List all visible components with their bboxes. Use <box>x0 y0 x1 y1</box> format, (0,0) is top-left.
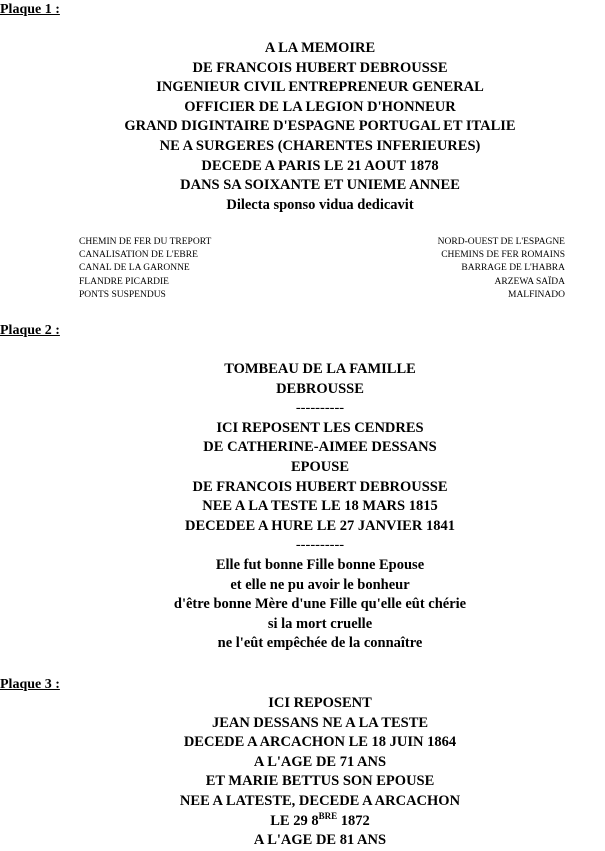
work-item: FLANDRE PICARDIE <box>79 276 169 287</box>
inscription-line: DE FRANCOIS HUBERT DEBROUSSE <box>192 478 448 495</box>
work-item: ARZEWA SAÏDA <box>494 276 565 287</box>
work-item: NORD-OUEST DE L'ESPAGNE <box>437 237 565 247</box>
works-list-left <box>79 236 211 302</box>
inscription-line: DECEDEE A HURE LE 27 JANVIER 1841 <box>185 517 455 534</box>
plaque-1-inscription <box>0 39 605 215</box>
inscription-line: A L'AGE DE 81 ANS <box>253 832 387 849</box>
plaque-2-inscription <box>0 360 605 654</box>
work-item: CANALISATION DE L'EBRE <box>79 250 198 261</box>
inscription-line: d'être bonne Mère d'une Fille qu'elle eût chérie <box>173 596 467 613</box>
inscription-line: ET MARIE BETTUS SON EPOUSE <box>205 773 435 790</box>
date-suffix: 1872 <box>337 812 370 829</box>
plaque-1-heading: Plaque 1 : <box>0 2 60 17</box>
date-prefix: LE 29 8 <box>270 812 319 829</box>
inscription-line: A L'AGE DE 71 ANS <box>253 753 387 770</box>
inscription-line: DE FRANCOIS HUBERT DEBROUSSE <box>192 59 448 76</box>
work-item: PONTS SUSPENDUS <box>79 289 166 300</box>
inscription-line: Elle fut bonne Fille bonne Epouse <box>215 556 425 573</box>
inscription-line: EPOUSE <box>290 458 349 475</box>
work-item: BARRAGE DE L'HABRA <box>461 263 565 274</box>
inscription-line: INGENIEUR CIVIL ENTREPRENEUR GENERAL <box>156 79 484 96</box>
date-superscript: BRE <box>318 810 338 821</box>
date-line <box>0 812 605 832</box>
work-item: CHEMINS DE FER ROMAINS <box>441 250 565 261</box>
inscription-line: DE CATHERINE-AIMEE DESSANS <box>203 439 437 456</box>
inscription-line: ICI REPOSENT <box>268 695 372 711</box>
inscription-line: JEAN DESSANS NE A LA TESTE <box>211 714 429 731</box>
inscription-line: OFFICIER DE LA LEGION D'HONNEUR <box>184 98 456 115</box>
inscription-line: GRAND DIGINTAIRE D'ESPAGNE PORTUGAL ET ITALIE <box>124 118 516 135</box>
inscription-line: DECEDE A PARIS LE 21 AOUT 1878 <box>201 157 439 174</box>
inscription-line: A LA MEMOIRE <box>264 40 376 56</box>
inscription-line: NE A SURGERES (CHARENTES INFERIEURES) <box>159 137 481 154</box>
inscription-line: NEE A LA TESTE LE 18 MARS 1815 <box>202 498 438 515</box>
inscription-line: ne l'eût empêchée de la connaître <box>217 635 423 652</box>
plaque-2-heading: Plaque 2 : <box>0 323 60 338</box>
separator-line: ---------- <box>295 537 345 554</box>
work-item: MALFINADO <box>508 289 565 300</box>
plaque-3-inscription <box>0 694 605 851</box>
separator-line: ---------- <box>295 400 345 417</box>
works-list-right <box>438 236 565 302</box>
inscription-line: DEBROUSSE <box>276 380 364 397</box>
inscription-line: TOMBEAU DE LA FAMILLE <box>224 361 416 377</box>
inscription-line: DECEDE A ARCACHON LE 18 JUIN 1864 <box>183 734 457 751</box>
inscription-line: et elle ne pu avoir le bonheur <box>230 576 410 593</box>
inscription-line: si la mort cruelle <box>267 615 373 632</box>
work-item: CANAL DE LA GARONNE <box>79 263 190 274</box>
work-item: CHEMIN DE FER DU TREPORT <box>79 237 212 247</box>
inscription-line: Dilecta sponso vidua dedicavit <box>226 196 414 213</box>
inscription-line: ICI REPOSENT LES CENDRES <box>216 419 424 436</box>
inscription-line: DANS SA SOIXANTE ET UNIEME ANNEE <box>180 177 460 194</box>
inscription-line: NEE A LATESTE, DECEDE A ARCACHON <box>179 792 461 809</box>
plaque-3-heading: Plaque 3 : <box>0 677 60 692</box>
